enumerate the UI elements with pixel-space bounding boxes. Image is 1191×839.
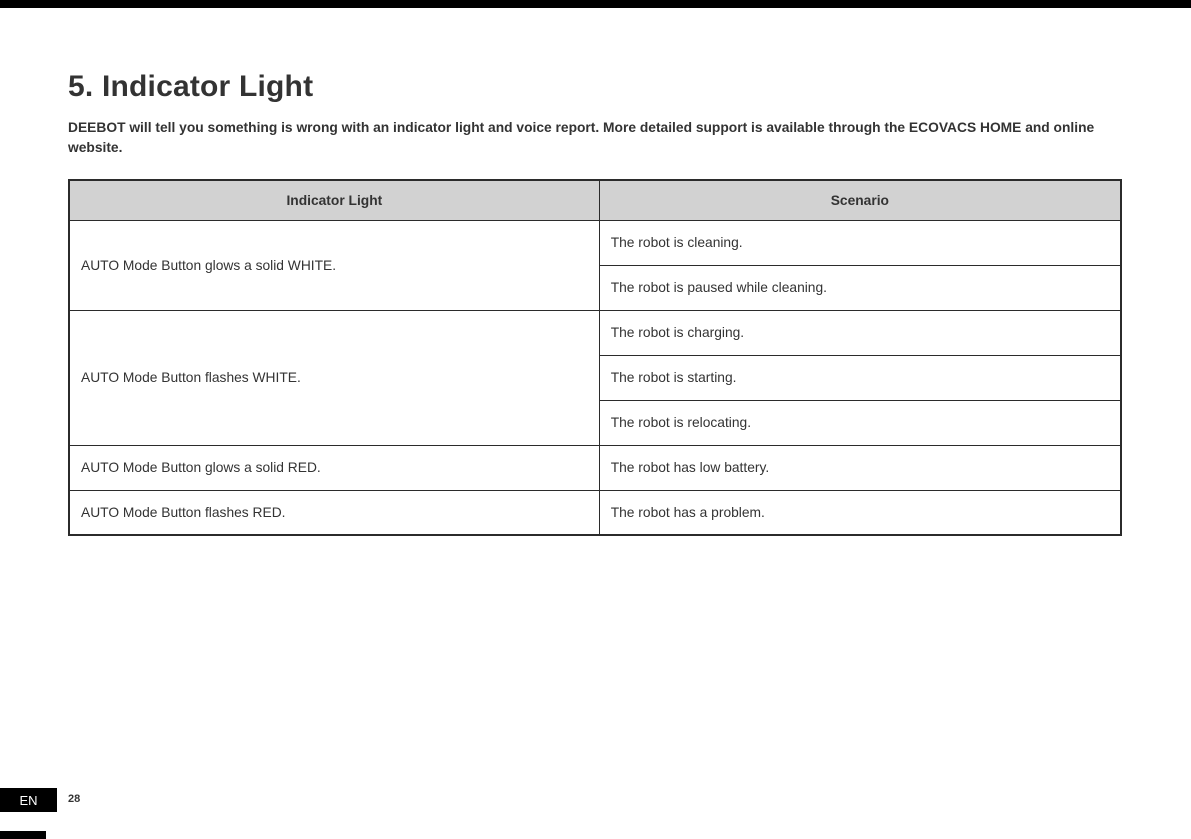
indicator-cell: AUTO Mode Button glows a solid RED.	[69, 445, 599, 490]
scenario-cell: The robot is relocating.	[599, 400, 1121, 445]
indicator-cell: AUTO Mode Button flashes WHITE.	[69, 310, 599, 445]
scenario-cell: The robot has low battery.	[599, 445, 1121, 490]
scenario-cell: The robot is starting.	[599, 355, 1121, 400]
footer-page-number: 28	[68, 793, 81, 805]
indicator-cell: AUTO Mode Button glows a solid WHITE.	[69, 220, 599, 310]
footer-language-tab	[0, 788, 57, 812]
table-body	[69, 220, 1121, 535]
page-title: 5. Indicator Light	[68, 70, 314, 103]
column-header-scenario: Scenario	[599, 180, 1121, 220]
page-content	[68, 8, 1122, 536]
top-edge-bar	[0, 0, 1191, 8]
scenario-cell: The robot is cleaning.	[599, 220, 1121, 265]
intro-paragraph: DEEBOT will tell you something is wrong with an indicator light and voice report. More detailed support is available through the ECOVACS HOME and online website.	[68, 120, 1095, 155]
footer-language-label: EN	[19, 792, 38, 808]
scenario-cell: The robot is charging.	[599, 310, 1121, 355]
scenario-cell: The robot is paused while cleaning.	[599, 265, 1121, 310]
scenario-cell: The robot has a problem.	[599, 490, 1121, 535]
bottom-corner-mark	[0, 831, 46, 839]
table-row	[69, 220, 1121, 265]
indicator-cell: AUTO Mode Button flashes RED.	[69, 490, 599, 535]
column-header-indicator-light: Indicator Light	[69, 180, 599, 220]
table-row	[69, 490, 1121, 535]
table-row	[69, 445, 1121, 490]
table-row	[69, 310, 1121, 355]
indicator-light-table	[68, 179, 1122, 536]
table-header-row	[69, 180, 1121, 220]
